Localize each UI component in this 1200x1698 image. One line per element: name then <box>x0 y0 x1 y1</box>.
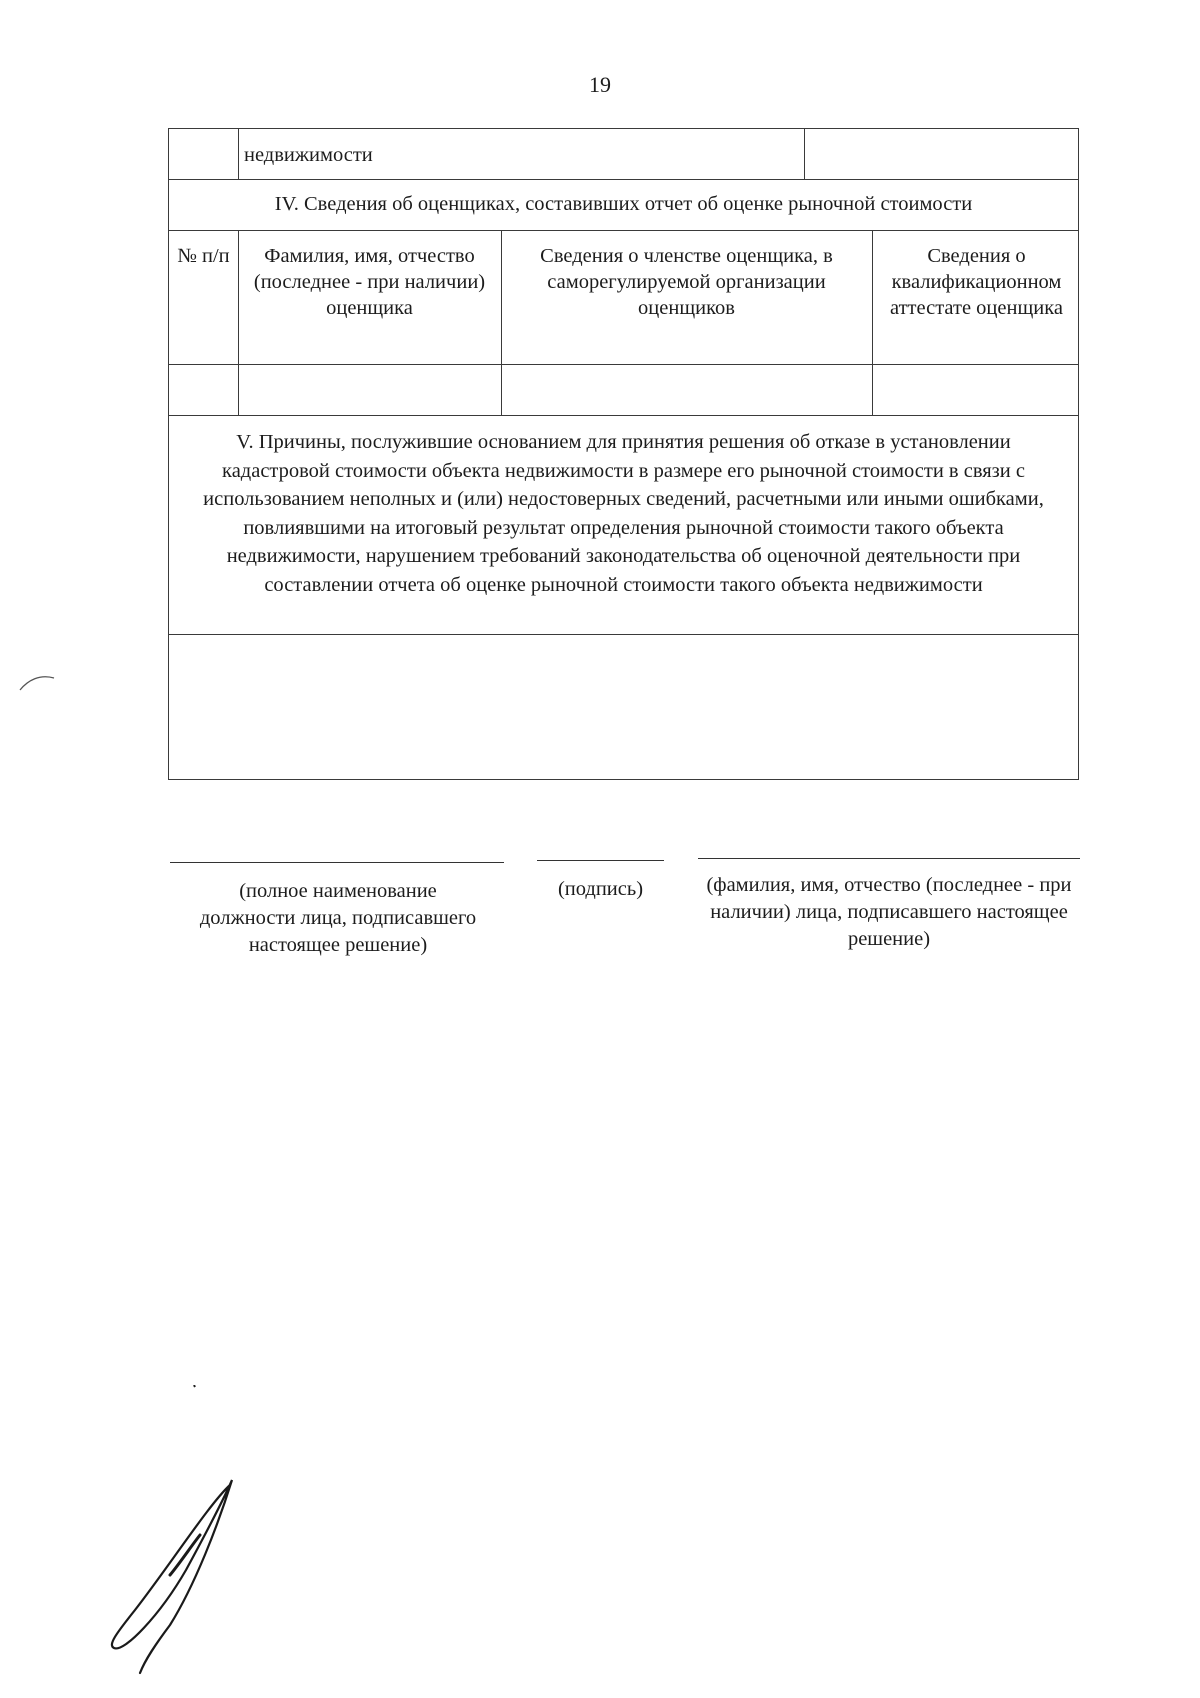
row-divider-2 <box>168 230 1079 231</box>
margin-scan-mark <box>14 660 64 700</box>
section-iv-heading: IV. Сведения об оценщиках, составивших отчет об оценке рыночной стоимости <box>274 193 973 215</box>
col-divider-3 <box>872 230 873 415</box>
position-caption: (полное наименование должности лица, подписавшего настоящее решение) <box>199 880 477 956</box>
column-header-number: № п/п <box>177 245 230 267</box>
position-line <box>170 862 504 863</box>
row-divider-4 <box>168 415 1079 416</box>
signature-line <box>537 860 664 861</box>
row-top-divider-right <box>804 128 805 179</box>
column-header-membership: Сведения о членстве оценщика, в саморегулируемой организации оценщиков <box>540 245 833 319</box>
signature-caption: (подпись) <box>557 878 644 900</box>
page-number: 19 <box>589 72 611 97</box>
name-caption: (фамилия, имя, отчество (последнее - при наличии) лица, подписавшего настоящее решение) <box>706 874 1072 950</box>
row-top-divider-left <box>238 128 239 179</box>
name-line <box>698 858 1080 859</box>
row-divider-1 <box>168 179 1079 180</box>
handwritten-signature <box>100 1385 240 1675</box>
col-divider-2 <box>501 230 502 415</box>
column-header-full-name: Фамилия, имя, отчество (последнее - при наличии) оценщика <box>253 245 486 319</box>
section-v-heading: V. Причины, послужившие основанием для принятия решения об отказе в установлении кадастровой стоимости объекта недвижимости в размере его рыночной стоимости в связи с использованием неполных и (или) недостоверных сведений, расчетными или иными ошибками, повлиявшими на итоговый результат определения рыночной стоимости такого объекта недвижимости, нарушением требований законодательства об оценочной деятельности при составлении отчета об оценке рыночной стоимости такого объекта недвижимости <box>203 431 1044 596</box>
row-divider-5 <box>168 634 1079 635</box>
col-divider-1 <box>238 230 239 415</box>
column-header-certificate: Сведения о квалификационном аттестате оценщика <box>890 245 1063 319</box>
row-top-text: недвижимости <box>244 144 373 166</box>
row-divider-3 <box>168 364 1079 365</box>
